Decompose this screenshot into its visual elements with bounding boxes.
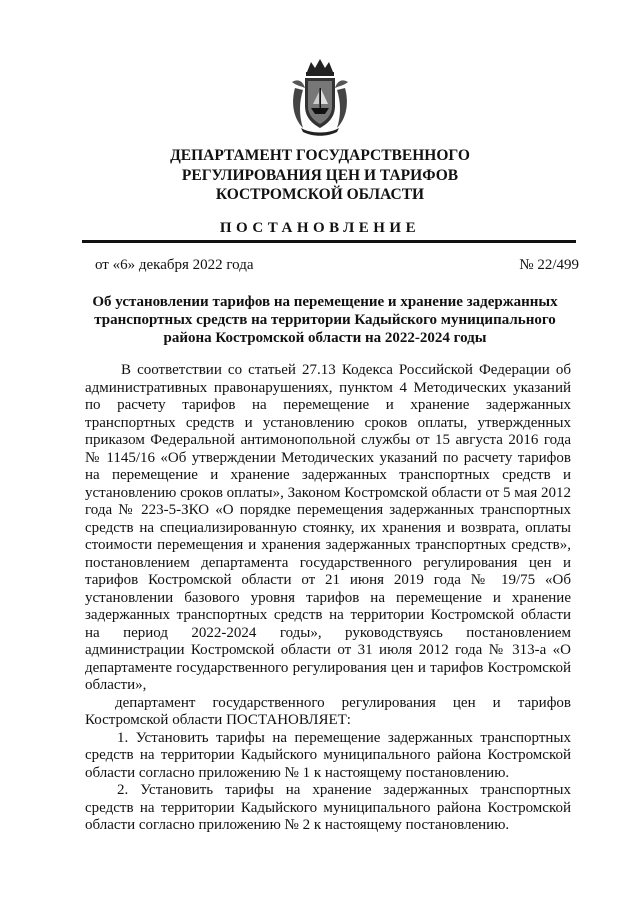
document-number: № 22/499: [519, 257, 579, 273]
document-date: от «6» декабря 2022 года: [95, 257, 254, 273]
preamble-paragraph: В соответствии со статьей 27.13 Кодекса Российской Федерации об административных правонарушениях, пунктом 4 Методических указаний по расчету тарифов на перемещение и хранение задержанных транспортных средств и установлению сроков оплаты, утвержденных приказом Федеральной антимонопольной службы от 15 августа 2016 года № 1145/16 «Об утверждении Методических указаний по расчету тарифов на перемещение и хранение задержанных транспортных средств и установлению сроков оплаты», Законом Костромской области от 5 мая 2012 года № 223-5-ЗКО «О порядке перемещения задержанных транспортных средств на специализированную стоянку, их хранения и возврата, оплаты стоимости перемещения и хранения задержанных транспортных средств», постановлением департамента государственного регулирования цен и тарифов Костромской области от 21 июня 2019 года № 19/75 «Об установлении базового уровня тарифов на перемещение и хранение задержанных транспортных средств на территории Костромской области на период 2022-2024 годы», руководствуясь постановлением администрации Костромской области от 31 июля 2012 года № 313-а «О департаменте государственного регулирования цен и тарифов Костромской области»,: [85, 362, 571, 693]
title-line-3: района Костромской области на 2022-2024 годы: [163, 330, 487, 346]
department-name: [120, 146, 520, 205]
title-line-2: транспортных средств на территории Кадыйского муниципального: [94, 312, 556, 328]
document-type-heading: ПОСТАНОВЛЕНИЕ: [219, 220, 421, 236]
document-body: [85, 362, 571, 835]
decree-paragraph: департамент государственного регулирования цен и тарифов Костромской области ПОСТАНОВЛЯЕТ:: [85, 694, 571, 728]
department-line-3: КОСТРОМСКОЙ ОБЛАСТИ: [215, 186, 425, 203]
header-divider: [82, 240, 576, 243]
department-line-2: РЕГУЛИРОВАНИЯ ЦЕН И ТАРИФОВ: [181, 166, 459, 184]
department-line-1: ДЕПАРТАМЕНТ ГОСУДАРСТВЕННОГО: [170, 147, 470, 164]
decree-item-2: 2. Установить тарифы на хранение задержанных транспортных средств на территории Кадыйского муниципального района Костромской области согласно приложению № 2 к настоящему постановлению.: [85, 782, 571, 833]
decree-item-1: 1. Установить тарифы на перемещение задержанных транспортных средств на территории Кадыйского муниципального района Костромской области согласно приложению № 1 к настоящему постановлению.: [85, 729, 571, 781]
kostroma-coat-of-arms-icon: [289, 58, 351, 138]
document-title: [80, 293, 570, 347]
title-line-1: Об установлении тарифов на перемещение и хранение задержанных: [92, 294, 558, 310]
